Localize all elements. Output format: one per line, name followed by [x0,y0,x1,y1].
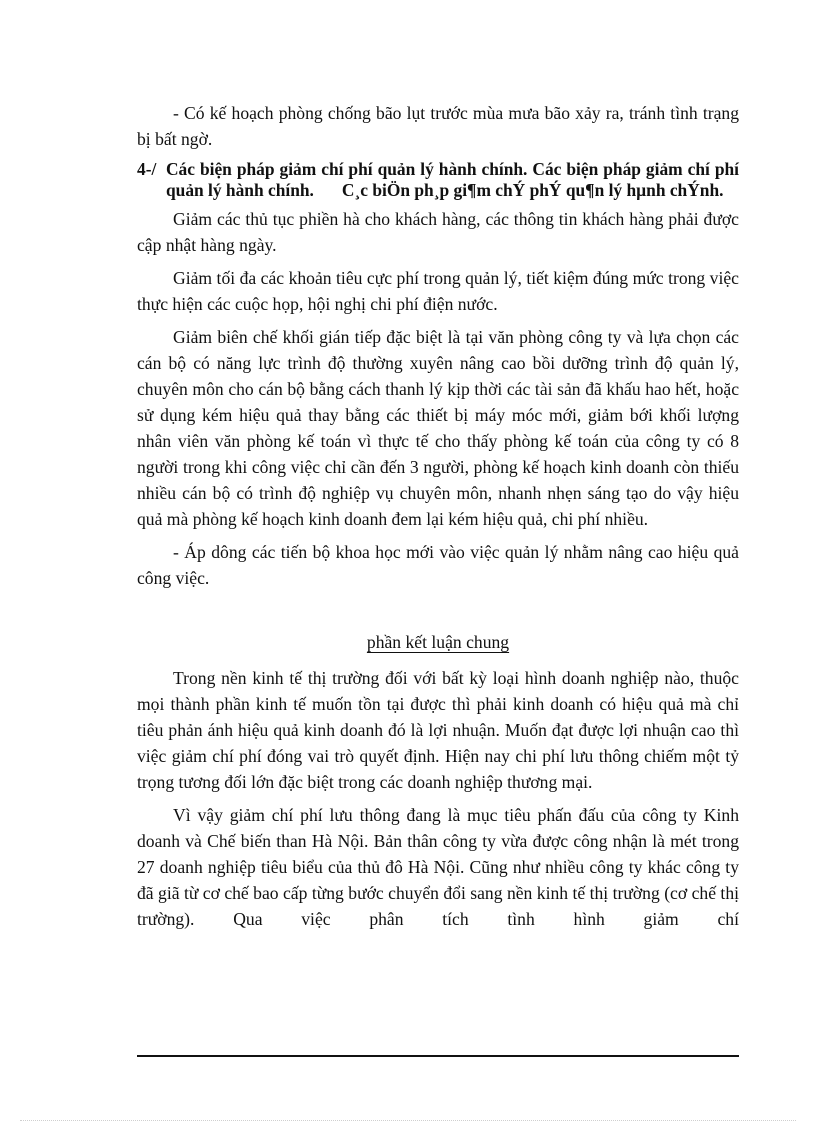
page-content [137,100,739,939]
footer-divider [137,1055,739,1057]
heading-garbled-text: C¸c biÖn ph¸p gi¶m chÝ phÝ qu¶n lý hµnh chÝnh. [341,180,724,200]
paragraph-reduce-costs: Giảm tối đa các khoản tiêu cực phí trong quản lý, tiết kiệm đúng mức trong việc thực hiện các cuộc họp, hội nghị chi phí điện nước. [137,268,739,314]
paragraph-market-economy: Trong nền kinh tế thị trường đối với bất kỳ loại hình doanh nghiệp nào, thuộc mọi thành phần kinh tế muốn tồn tại được thì phải kinh doanh có hiệu quả mà chỉ tiêu phản ánh hiệu quả kinh doanh đó là lợi nhuận. Muốn đạt được lợi nhuận cao thì việc giảm chí phí đóng vai trò quyết định. Hiện nay chi phí lưu thông chiếm một tỷ trọng tương đối lớn đặc biệt trong các doanh nghiệp thương mại. [137,668,739,792]
page-edge-dotted-line [20,1120,796,1121]
section-title-text: phần kết luận chung [366,632,510,652]
paragraph-reduce-staff: Giảm biên chế khối gián tiếp đặc biệt là tại văn phòng công ty và lựa chọn các cán bộ có năng lực trình độ thường xuyên nâng cao bồi dưỡng trình độ quản lý, chuyên môn cho cán bộ bằng cách thanh lý kịp thời các tài sản đã khấu hao hết, hoặc sử dụng kém hiệu quả thay bằng các thiết bị máy móc mới, giảm bới khối lượng nhân viên văn phòng kế toán vì thực tế cho thấy phòng kế toán của công ty có 8 người trong khi công việc chỉ cần đến 3 người, phòng kế hoạch kinh doanh còn thiếu nhiều cán bộ có trình độ nghiệp vụ chuyên môn, nhanh nhẹn sáng tạo do vậy hiệu quả mà phòng kế hoạch kinh doanh đem lại kém hiệu quả, chi phí nhiều. [137,327,739,529]
paragraph-apply-technology: - Áp dông các tiến bộ khoa học mới vào việc quản lý nhằm nâng cao hiệu quả công việc. [137,542,739,588]
paragraph-company-goal: Vì vậy giảm chí phí lưu thông đang là mục tiêu phấn đấu của công ty Kinh doanh và Chế biến than Hà Nội. Bản thân công ty vừa được công nhận là mét trong 27 doanh nghiệp tiêu biểu của thủ đô Hà Nội. Cũng như nhiều công ty khác công ty đã giã từ cơ chế bao cấp từng bước chuyển đổi sang nền kinh tế thị trường (cơ chế thị trường). Qua việc phân tích tình hình giảm chí [137,805,739,929]
paragraph-flood-prevention: - Có kế hoạch phòng chống bão lụt trước mùa mưa bão xảy ra, tránh tình trạng bị bất ngờ. [137,103,739,149]
heading-title: Các biện pháp giảm chí phí quản lý hành chính. Các biện pháp giảm chí phí quản lý hành chính. [166,159,739,200]
section-heading-4 [137,159,739,201]
paragraph-customer-procedures: Giảm các thủ tục phiền hà cho khách hàng, các thông tin khách hàng phải được cập nhật hàng ngày. [137,209,739,255]
section-title [137,629,739,655]
heading-number: 4-/ [137,159,157,179]
heading-text [166,159,739,201]
